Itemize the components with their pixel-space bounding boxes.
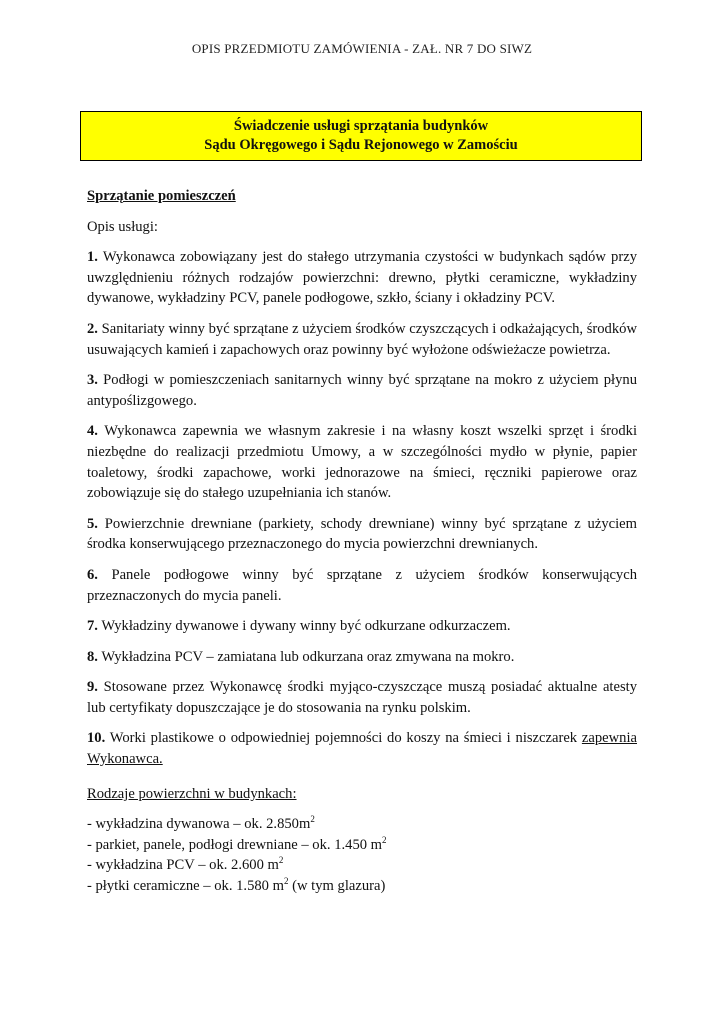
surface-text: - wykładzina dywanowa – ok. 2.850m: [87, 816, 311, 833]
item-number: 6.: [87, 566, 98, 583]
document-body: [87, 186, 637, 897]
item-number: 10.: [87, 730, 106, 747]
item-text: Wykonawca zobowiązany jest do stałego utrzymania czystości w budynkach sądów przy uwzględnieniu różnych rodzajów powierzchni: drewno, płytki ceramiczne, wykładziny dywanowe, wykładziny PCV, panele podłogowe, szkło, ściany i okładziny PCV.: [87, 249, 637, 307]
list-item: [87, 677, 637, 718]
list-item: [87, 421, 637, 503]
surface-text: - parkiet, panele, podłogi drewniane – ok. 1.450 m: [87, 836, 383, 853]
item-number: 1.: [87, 249, 98, 266]
item-text: Wykładziny dywanowe i dywany winny być odkurzane odkurzaczem.: [97, 618, 511, 635]
surface-unit-exponent: 2: [310, 814, 315, 825]
list-item: [87, 647, 637, 668]
item-text: Worki plastikowe o odpowiedniej pojemności do koszy na śmieci i niszczarek: [105, 730, 582, 747]
surface-note: (w tym glazura): [288, 878, 386, 895]
document-title-box: [80, 111, 642, 161]
surface-item: [87, 835, 637, 856]
page-header: OPIS PRZEDMIOTU ZAMÓWIENIA - ZAŁ. NR 7 DO SIWZ: [191, 41, 533, 56]
item-text: Sanitariaty winny być sprzątane z użyciem środków czyszczących i odkażających, środków usuwających kamień i zapachowych oraz powinny być wyłożone odświeżacze powietrza.: [87, 320, 637, 358]
surface-text: - płytki ceramiczne – ok. 1.580 m: [87, 878, 284, 895]
item-text: Powierzchnie drewniane (parkiety, schody drewniane) winny być sprzątane z użyciem środka konserwującego przeznaczonego do mycia powierzchni drewnianych.: [87, 515, 637, 553]
list-item: [87, 514, 637, 555]
item-number: 7.: [87, 618, 98, 635]
item-text: Stosowane przez Wykonawcę środki myjąco-czyszczące muszą posiadać aktualne atesty lub certyfikaty dopuszczające je do stosowania na rynku polskim.: [87, 679, 637, 716]
surface-item: [87, 814, 637, 835]
title-line-2: Sądu Okręgowego i Sądu Rejonowego w Zamościu: [204, 137, 518, 153]
list-item: [87, 370, 637, 411]
list-item: [87, 616, 637, 637]
service-label: Opis usługi:: [87, 218, 158, 235]
list-item: [87, 319, 637, 360]
item-number: 5.: [87, 515, 98, 532]
item-text: Podłogi w pomieszczeniach sanitarnych winny być sprzątane na mokro z użyciem płynu antypoślizgowego.: [87, 372, 637, 409]
item-text: Panele podłogowe winny być sprzątane z użyciem środków konserwujących przeznaczonych do mycia paneli.: [87, 566, 637, 604]
surface-text: - wykładzina PCV – ok. 2.600 m: [87, 857, 279, 874]
surfaces-title: Rodzaje powierzchni w budynkach:: [87, 785, 297, 802]
surface-unit-exponent: 2: [283, 876, 289, 887]
surface-item: [87, 855, 637, 876]
item-number: 9.: [87, 679, 98, 696]
surface-unit-exponent: 2: [382, 834, 387, 845]
item-text: Wykonawca zapewnia we własnym zakresie i na własny koszt wszelki sprzęt i środki niezbędne do realizacji przedmiotu Umowy, a w szczególności mydło w płynie, papier toaletowy, środki zapachowe, worki jednorazowe na śmieci, ręczniki papierowe oraz zobowiązuje się do stałego uzupełniania ich stanów.: [87, 423, 637, 502]
item-number: 8.: [87, 648, 98, 665]
title-line-1: Świadczenie usługi sprzątania budynków: [233, 118, 489, 134]
surface-item: [87, 876, 637, 897]
item-number: 4.: [87, 423, 98, 440]
item-number: 2.: [87, 320, 98, 337]
item-text-underlined: zapewnia Wykonawca.: [87, 730, 637, 768]
item-number: 3.: [87, 372, 98, 389]
list-item: [87, 565, 637, 606]
list-item: [87, 247, 637, 309]
item-text: Wykładzina PCV – zamiatana lub odkurzana oraz zmywana na mokro.: [97, 648, 515, 665]
surface-unit-exponent: 2: [278, 855, 284, 866]
list-item: [87, 728, 637, 769]
section-title: Sprzątanie pomieszczeń: [87, 188, 236, 204]
